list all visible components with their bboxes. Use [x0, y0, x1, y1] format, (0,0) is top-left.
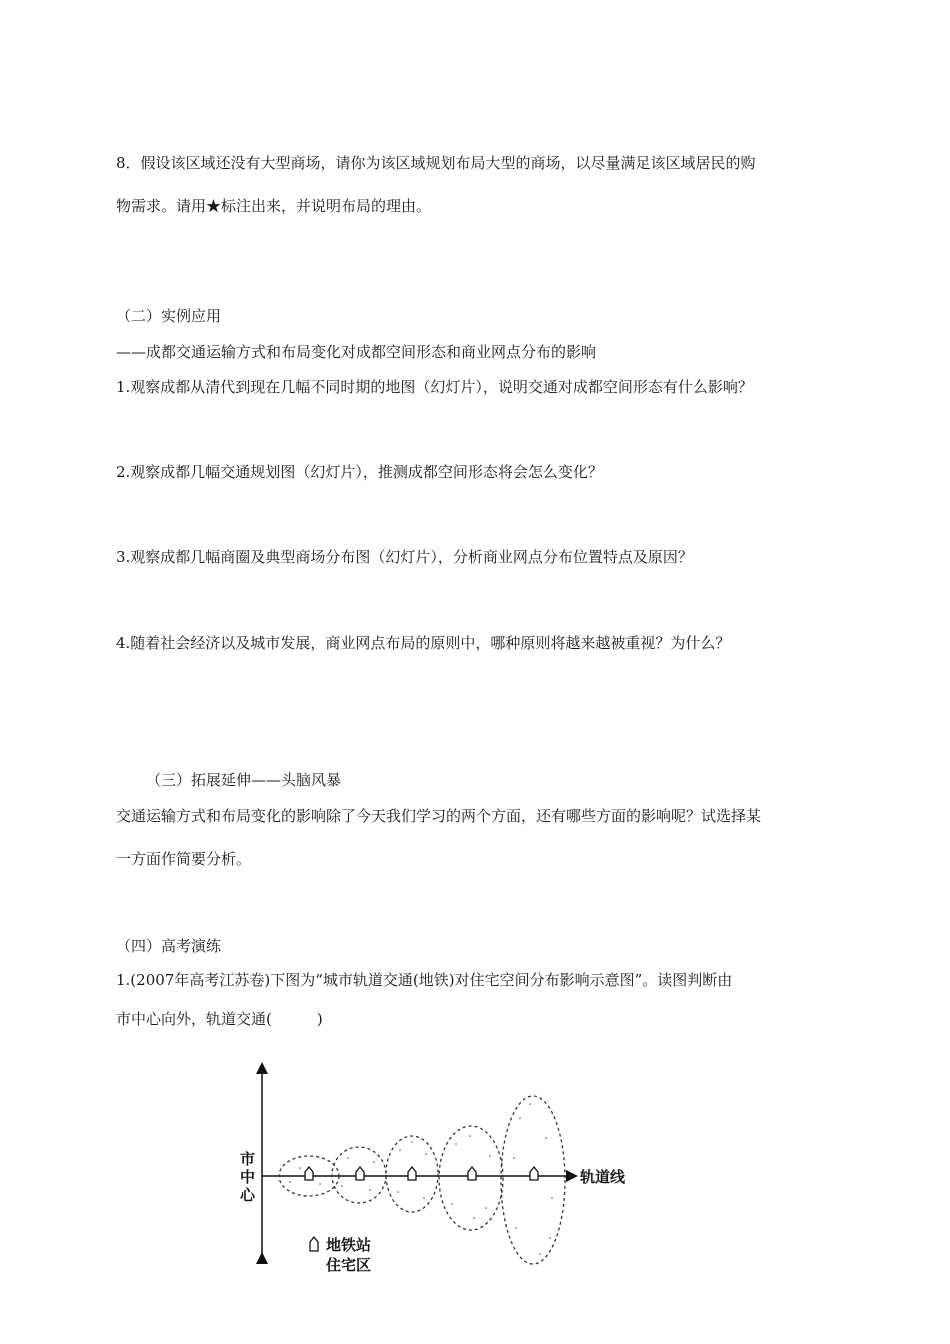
section2-item-2: 2.观察成都几幅交通规划图（幻灯片），推测成都空间形态将会怎么变化？: [116, 463, 603, 481]
legend-station-label: 地铁站: [326, 1236, 372, 1254]
subway-station-icon: [356, 1167, 364, 1180]
subway-station-icon: [305, 1167, 313, 1180]
subway-station-icon: [408, 1167, 416, 1180]
track-label: 轨道线: [580, 1168, 626, 1186]
legend-residential-label: 住宅区: [326, 1256, 372, 1274]
rail-transit-diagram: [230, 1058, 650, 1278]
section4-q1-line-1: 1.(2007年高考江苏卷)下图为“城市轨道交通(地铁)对住宅空间分布影响示意图”。读图判断由: [116, 971, 733, 989]
section2-subtitle: ——成都交通运输方式和布局变化对成都空间形态和商业网点分布的影响: [116, 343, 597, 361]
city-center-char-1: 市: [240, 1150, 256, 1168]
section3-heading: （三）拓展延伸——头脑风暴: [146, 771, 342, 789]
city-center-char-2: 中: [240, 1168, 256, 1186]
q8-line-2: 物需求。请用★标注出来，并说明布局的理由。: [116, 197, 432, 215]
legend-station-icon: [310, 1237, 318, 1251]
section2-item-4: 4.随着社会经济以及城市发展，商业网点布局的原则中，哪种原则将越来越被重视？为什么？: [116, 634, 731, 652]
q8-line-1: 8．假设该区域还没有大型商场，请你为该区域规划布局大型的商场，以尽量满足该区域居民的购: [116, 154, 756, 172]
section2-item-1: 1.观察成都从清代到现在几幅不同时期的地图（幻灯片），说明交通对成都空间形态有什么影响？: [116, 378, 753, 396]
city-center-char-3: 心: [240, 1186, 256, 1204]
section3-line-1: 交通运输方式和布局变化的影响除了今天我们学习的两个方面，还有哪些方面的影响呢？试选择某: [116, 807, 762, 825]
section4-q1-line-2: 市中心向外，轨道交通( ): [116, 1010, 323, 1028]
subway-station-icon: [468, 1167, 476, 1180]
section3-line-2: 一方面作简要分析。: [116, 850, 252, 868]
section4-heading: （四）高考演练: [116, 937, 222, 955]
section2-item-3: 3.观察成都几幅商圈及典型商场分布图（幻灯片），分析商业网点分布位置特点及原因？: [116, 548, 693, 566]
section2-heading: （二）实例应用: [116, 307, 222, 325]
subway-station-icon: [530, 1167, 538, 1180]
